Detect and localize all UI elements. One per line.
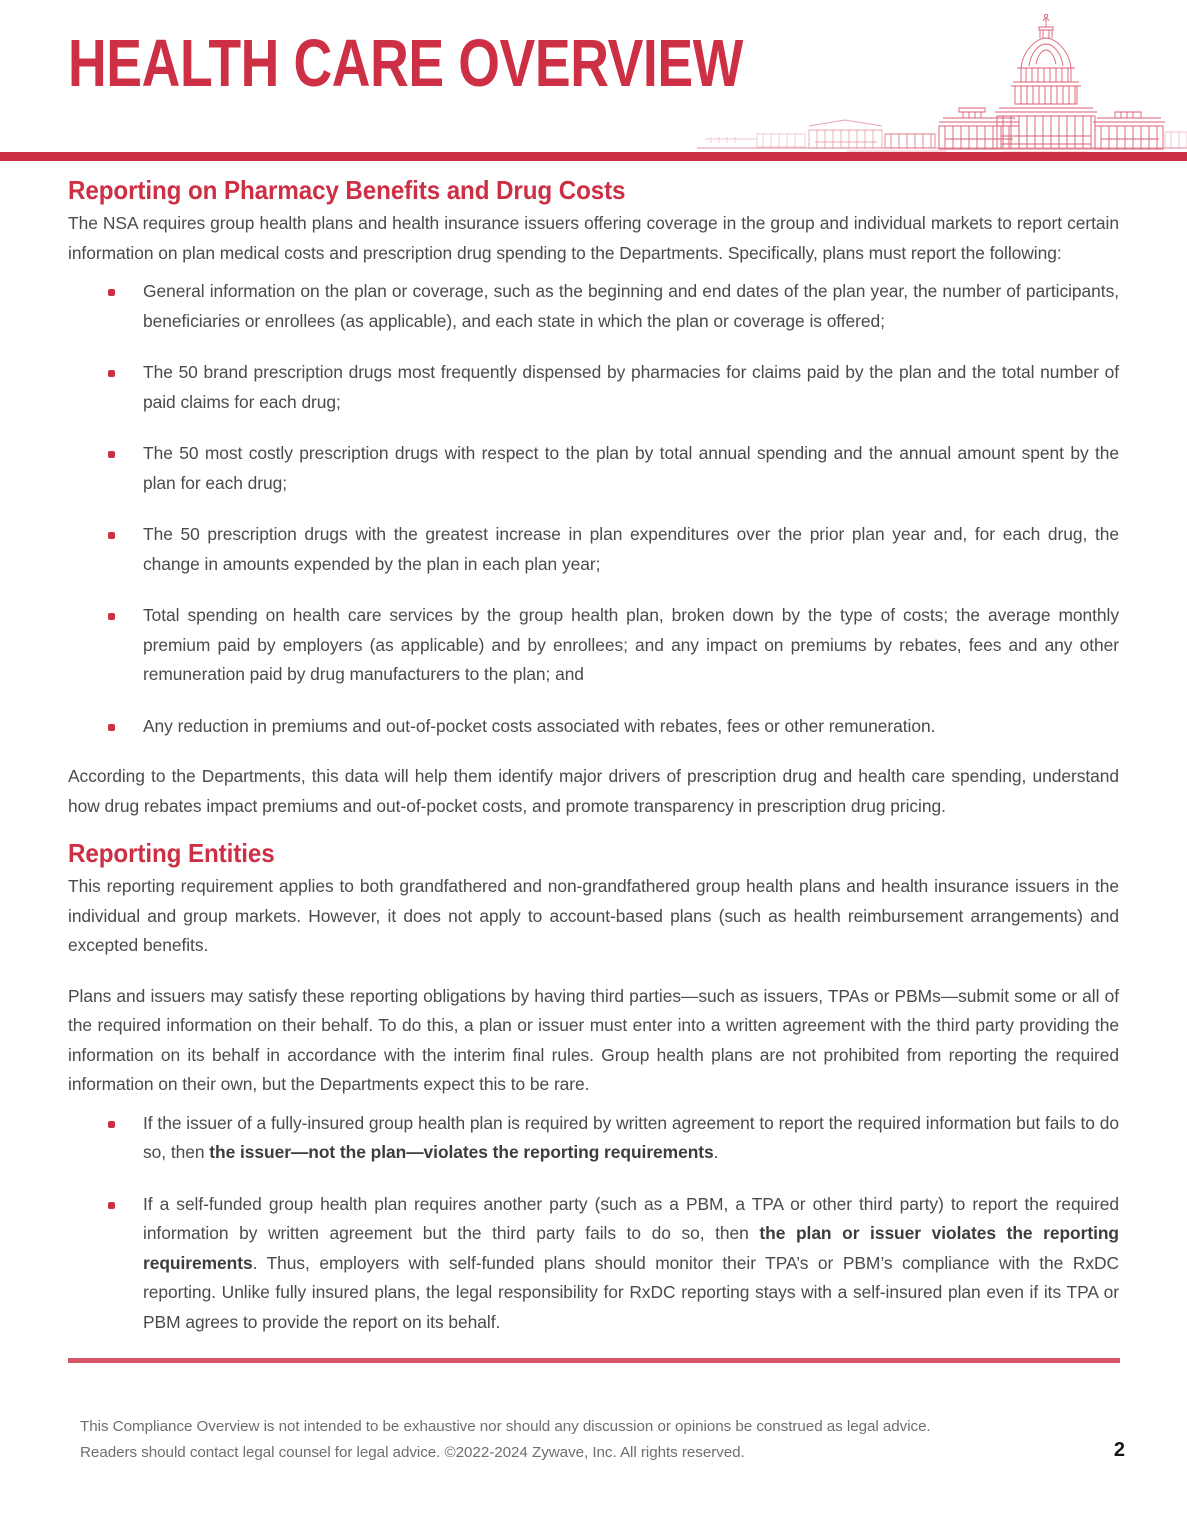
list-item: The 50 prescription drugs with the greatest increase in plan expenditures over the prior plan year and, for each drug, the change in amounts expended by the plan in each plan year; [68,520,1119,579]
section-closing-paragraph: According to the Departments, this data will help them identify major drivers of prescription drug and health care spending, understand how drug rebates impact premiums and out-of-pocket costs, and promote transparency in prescription drug pricing. [68,766,1119,816]
section-heading-pharmacy-benefits: Reporting on Pharmacy Benefits and Drug Costs [68,175,626,205]
reporting-entities-list [68,1109,1119,1338]
footer-disclaimer: This Compliance Overview is not intended to be exhaustive nor should any discussion or opinions be construed as legal advice. Readers should contact legal counsel for legal advice. ©2022-2024 Zywave, Inc. All rights reserved. [80,1418,931,1461]
list-item: Total spending on health care services by the group health plan, broken down by the type of costs; the average monthly premium paid by employers (as applicable) and by enrollees; and any impact on premiums by rebates, fees and any other remuneration paid by drug manufacturers to the plan; and [68,601,1119,690]
header-accent-rule [0,152,1187,161]
list-item: The 50 most costly prescription drugs with respect to the plan by total annual spending and the annual amount spent by the plan for each drug; [68,439,1119,498]
section-intro-paragraph: The NSA requires group health plans and health insurance issuers offering coverage in the group and individual markets to report certain information on plan medical costs and prescription drug spending to the Departments. Specifically, plans must report the following: [68,213,1119,263]
list-item: If the issuer of a fully-insured group health plan is required by written agreement to report the required information but fails to do so, then the issuer—not the plan—violates the reporting requirements. [68,1109,1119,1168]
list-item: The 50 brand prescription drugs most frequently dispensed by pharmacies for claims paid by the plan and the total number of paid claims for each drug; [68,358,1119,417]
reporting-entities-paragraph-2: Plans and issuers may satisfy these reporting obligations by having third parties—such as issuers, TPAs or PBMs—submit some or all of the required information on their behalf. To do this, a plan or issuer must enter into a written agreement with the third party providing the information on its behalf in accordance with the interim final rules. Group health plans are not prohibited from reporting the required information on their own, but the Departments expect this to be rare. [68,985,1119,1094]
document-header [0,0,1187,155]
list-item: Any reduction in premiums and out-of-pocket costs associated with rebates, fees or other remuneration. [68,712,1119,742]
document-footer [0,1346,1187,1536]
list-item: If a self-funded group health plan requires another party (such as a PBM, a TPA or other third party) to report the required information by written agreement but the third party fails to do so, then the plan or issuer violates the reporting requirements. Thus, employers with self-funded plans should monitor their TPA’s or PBM’s compliance with the RxDC reporting. Unlike fully insured plans, the legal responsibility for RxDC reporting stays with a self-insured plan even if its TPA or PBM agrees to provide the report on its behalf. [68,1190,1119,1338]
footer-accent-rule [68,1358,1120,1363]
us-capitol-building-illustration [697,8,1187,158]
reporting-entities-paragraph-1: This reporting requirement applies to both grandfathered and non-grandfathered group health plans and health insurance issuers in the individual and group markets. However, it does not apply to account-based plans (such as health reimbursement arrangements) and excepted benefits. [68,876,1119,955]
page-title: HEALTH CARE OVERVIEW [68,26,743,101]
page-number: 2 [1113,1439,1125,1461]
document-body [0,161,1187,1337]
list-item: General information on the plan or coverage, such as the beginning and end dates of the plan year, the number of participants, beneficiaries or enrollees (as applicable), and each state in which the plan or coverage is offered; [68,277,1119,336]
section-heading-reporting-entities: Reporting Entities [68,838,275,868]
reporting-requirements-list [68,277,1119,741]
